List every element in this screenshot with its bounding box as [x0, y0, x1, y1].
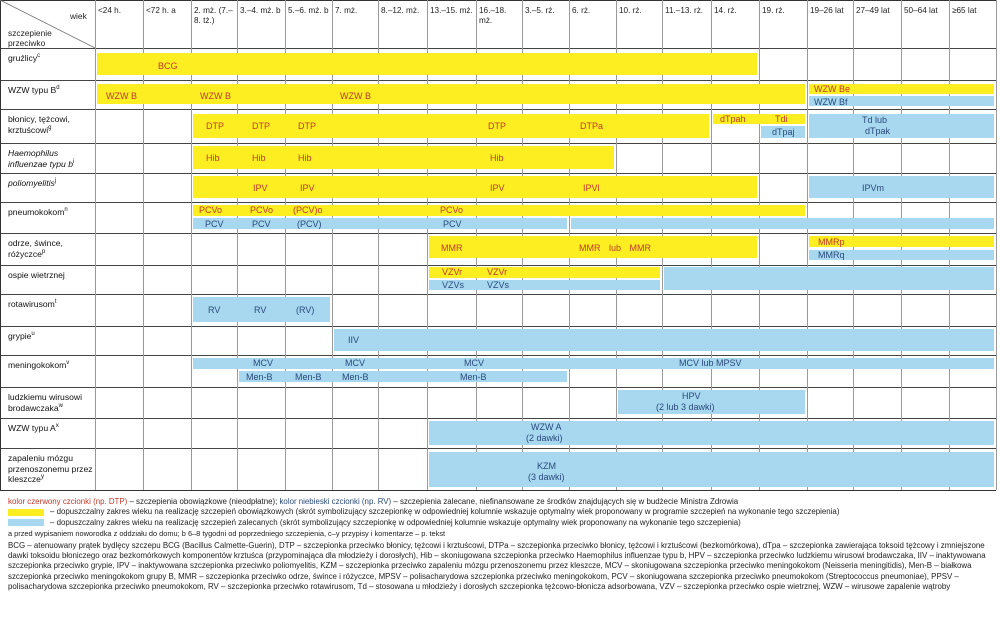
menb-bar	[239, 371, 567, 382]
row-divider	[0, 265, 996, 266]
dtp-label-1: DTP	[206, 121, 224, 131]
column-header: 8.–12. mż.	[381, 6, 420, 15]
legend-blue	[8, 518, 993, 528]
dtpa-h-label: dTpah	[720, 114, 746, 124]
dtpa-j-label: dTpaj	[772, 127, 795, 137]
bcg-label: BCG	[158, 61, 178, 71]
row-divider	[0, 326, 996, 327]
column-header: 19. rż.	[762, 6, 785, 15]
column-header: 14. rż.	[714, 6, 737, 15]
column-header: 13.–15. mż.	[430, 6, 473, 15]
header-diagonal	[0, 0, 95, 48]
vzv-s-label-1: VZVs	[442, 280, 465, 290]
wzwb-label-3: WZW B	[340, 91, 371, 101]
row-divider	[0, 490, 996, 491]
dtp-label-3: DTP	[298, 121, 316, 131]
menb-label-4: Men-B	[460, 372, 487, 382]
column-header: 2. mż. (7.–8. tż.)	[194, 6, 233, 25]
legend-blue-text: – szczepienia zalecane, niefinansowane ze środków znajdujących się w budżecie Ministra Zdrowia	[391, 497, 739, 506]
rv-label-2: RV	[254, 305, 267, 315]
ipv-label-3: IPV	[490, 183, 505, 193]
rv-paren-label: (RV)	[296, 305, 315, 315]
column-header: 11.–13. rż.	[665, 6, 704, 15]
ipv-label-1: IPV	[253, 183, 268, 193]
legend-blue-label: kolor niebieski czcionki (np. RV)	[279, 497, 392, 506]
header-age-label: wiek	[70, 11, 87, 21]
ipv-bar	[193, 176, 757, 198]
pcv-label-3: PCV	[443, 219, 462, 229]
row-label: meningokokom$^v$	[8, 360, 70, 370]
header-vaccine-label: szczepienie przeciwko	[8, 28, 52, 48]
row-label: grypie$^u$	[8, 331, 35, 341]
row-label: błonicy, tężcowi, krztuścowi$^g$	[8, 114, 70, 135]
row-label: rotawirusom$^t$	[8, 299, 57, 309]
row-divider	[0, 418, 996, 419]
column-header: 3.–4. mż. b	[240, 6, 281, 15]
row-divider	[0, 0, 996, 1]
row-label: odrze, śwince, różyczce$^p$	[8, 238, 63, 259]
column-header: <24 h.	[98, 6, 121, 15]
legend	[8, 497, 993, 593]
td-adult-bar	[809, 114, 994, 138]
pcv-blue-bar-2	[571, 218, 994, 229]
mmr-label-1: MMR	[441, 243, 463, 253]
wzwb-label-2: WZW B	[200, 91, 231, 101]
hib-label-1: Hib	[206, 153, 220, 163]
row-divider	[0, 202, 996, 203]
wzwa-label: WZW A	[531, 422, 562, 432]
pcv-paren-o-label: (PCV)o	[293, 205, 323, 215]
mcv-mpsv-label: MCV lub MPSV	[679, 358, 742, 368]
hib-label-2: Hib	[252, 153, 266, 163]
pcv-o-label-1: PCVo	[199, 205, 223, 215]
row-label: pneumokokom$^n$	[8, 207, 68, 217]
column-header: 19–26 lat	[810, 6, 844, 15]
row-label: WZW typu $A^x$	[8, 423, 59, 433]
menb-label-1: Men-B	[246, 372, 273, 382]
pcv-label-2: PCV	[252, 219, 271, 229]
vzv-adult-bar	[664, 267, 994, 290]
row-divider	[0, 294, 996, 295]
legend-red-label: kolor czerwony czcionki (np. DTP)	[8, 497, 128, 506]
column-header: 5.–6. mż. b	[288, 6, 329, 15]
row-label: zapaleniu mózgu przenoszonemu przez kleszcze$^y$	[8, 453, 93, 484]
dtpa-label: DTPa	[580, 121, 604, 131]
pcv-label-1: PCV	[205, 219, 224, 229]
wzwb-f-label: WZW Bf	[814, 97, 848, 107]
row-label: ludzkiemu wirusowi brodawczaka$^w$	[8, 392, 83, 413]
wzwb-e-label: WZW Be	[814, 84, 850, 94]
td-i-label: Tdi	[775, 114, 788, 124]
wzwa-doses-label: (2 dawki)	[526, 433, 563, 443]
mmr-p-label: MMRp	[818, 237, 845, 247]
menb-label-3: Men-B	[342, 372, 369, 382]
legend-footnote: a przed wypisaniem noworodka z oddziału do domu; b 6–8 tygodni od poprzedniego szczepienia, c–y przypisy i komentarze – p. tekst	[8, 529, 446, 539]
row-divider	[0, 143, 996, 144]
row-divider	[0, 48, 996, 49]
pcv-blue-bar-1	[193, 218, 567, 229]
pcv-paren-label: (PCV)	[297, 219, 322, 229]
iiv-label: IIV	[348, 335, 360, 345]
col-divider	[807, 0, 808, 490]
legend-yellow	[8, 507, 993, 517]
mcv-label-1: MCV	[253, 358, 273, 368]
mmr-q-label: MMRq	[818, 250, 845, 260]
legend-red-text: – szczepienia obowiązkowe (nieodpłatne);	[127, 497, 280, 506]
bcg-bar	[97, 53, 757, 75]
pcv-yellow-bar	[193, 205, 805, 216]
col-divider	[95, 0, 96, 490]
dtp-label-4: DTP	[488, 121, 506, 131]
dtpa-k-label: dTpak	[865, 126, 891, 136]
column-header: 3.–5. rż.	[525, 6, 555, 15]
td-lub-label: Td lub	[862, 115, 888, 125]
col-divider	[996, 0, 997, 490]
column-header: 10. rż.	[619, 6, 642, 15]
row-label: Haemophilus influenzae typu $b^i$	[8, 148, 75, 169]
ipv-m-label: IPVm	[862, 183, 885, 193]
wzwa-bar	[429, 421, 994, 445]
vzv-r-label-2: VZVr	[487, 267, 508, 277]
row-divider	[0, 80, 996, 81]
row-divider	[0, 448, 996, 449]
pcv-o-label-2: PCVo	[250, 205, 274, 215]
mmr-lub-label: MMR lub MMR	[579, 243, 651, 253]
row-label: gruźlicy$^c$	[8, 53, 41, 63]
row-divider	[0, 387, 996, 388]
row-label: poliomyelitis$^j$	[8, 178, 57, 188]
pcv-o-label-3: PCVo	[440, 205, 464, 215]
column-header: 16.–18. mż.	[479, 6, 507, 25]
row-divider	[0, 233, 996, 234]
row-label: WZW typu $B^d$	[8, 85, 60, 95]
legend-colors	[8, 497, 993, 507]
ipv-adult-bar	[809, 176, 994, 198]
vzv-s-label-2: VZVs	[487, 280, 510, 290]
row-divider	[0, 173, 996, 174]
row-label: ospie wietrznej	[8, 270, 65, 280]
yellow-swatch	[8, 509, 44, 516]
col-divider	[0, 0, 1, 490]
kzm-doses-label: (3 dawki)	[528, 472, 565, 482]
legend-blue-swatch-text: – dopuszczalny zakres wieku na realizację szczepień zalecanych (skrót symbolizujący szczepionkę w odpowiedniej kolumnie wskazuje optymalny wiek proponowany na wykonanie tego szczepienia)	[50, 517, 741, 527]
iiv-bar	[334, 329, 994, 351]
wzwb-label-1: WZW B	[106, 91, 137, 101]
column-header: 27–49 lat	[856, 6, 890, 15]
hib-label-3: Hib	[298, 153, 312, 163]
column-header: ≥65 lat	[952, 6, 977, 15]
column-header: 6. rż.	[572, 6, 591, 15]
column-header: 7. mż.	[335, 6, 358, 15]
ipv-l-label: IPVl	[583, 183, 600, 193]
col-divider	[759, 0, 760, 490]
row-divider	[0, 109, 996, 110]
menb-label-2: Men-B	[295, 372, 322, 382]
mcv-bar	[193, 358, 994, 369]
legend-abbreviations: BCG – atenuowany prątek bydlęcy szczepu BCG (Bacillus Calmette-Guerin), DTP – szczepionka przeciwko błonicy, tężcowi i krztuścowi, DTPa – szczepionka przeciwko błonicy, tężcowi i krztuścowi (bezkomórkowa), dTpa – szczepionka zawierająca toksoid tężcowy i zmniejszone dawki toksoidu błoniczego oraz bezkomórkowych komponentów krztuśca (przypominająca dla młodzieży i dorosłych), Hib – skoniugowana szczepionka przeciwko Haemophilus influenzae typu b, HPV – szczepionka przeciwko ludzkiemu wirusowi brodawczaka, IIV – inaktywowana szczepionka przeciwko grypie, IPV – inaktywowana szczepionka przeciwko poliomyelitis, KZM – szczepionka przeciwko zapaleniu mózgu przenoszonemu przez kleszcze, MCV – skoniugowana szczepionka przeciwko meningokokom (Neisseria meningitidis), Men-B – białkowa szczepionka przeciwko meningokokom grupy B, MMR – szczepionka przeciwko odrze, śwince i różyczce, MPSV – polisacharydowa szczepionka przeciwko meningokokom, PCV – skoniugowana szczepionka przeciwko pneumokokom (Streptococcus pneumoniae), PPSV – polisacharydowa szczepionka przeciwko pneumokokom, RV – szczepionka przeciwko rotawirusom, Td – stosowana u młodzieży i dorosłych szczepionka tężcowo-błonicza adsorbowana, VZV – szczepionka przeciwko ospie wietrznej, WZW – wirusowe zapalenie wątroby	[8, 540, 986, 592]
mcv-label-2: MCV	[345, 358, 365, 368]
kzm-bar	[429, 452, 994, 487]
vzv-yellow-bar	[429, 267, 660, 278]
mcv-label-3: MCV	[464, 358, 484, 368]
vzv-r-label-1: VZVr	[442, 267, 463, 277]
rv-label-1: RV	[208, 305, 221, 315]
dtp-bar	[193, 114, 709, 138]
legend-yellow-text: – dopuszczalny zakres wieku na realizację szczepień obowiązkowych (skrót symbolizujący szczepionkę w odpowiedniej kolumnie wskazuje optymalny wiek proponowany w programie szczepień na wykonanie tego szczepienia)	[50, 507, 840, 517]
kzm-label: KZM	[537, 461, 556, 471]
ipv-label-2: IPV	[300, 183, 315, 193]
column-header: 50–64 lat	[904, 6, 938, 15]
column-header: <72 h. a	[146, 6, 176, 15]
hpv-doses-label: (2 lub 3 dawki)	[656, 402, 715, 412]
hpv-label: HPV	[682, 391, 701, 401]
dtp-label-2: DTP	[252, 121, 270, 131]
hib-label-4: Hib	[490, 153, 504, 163]
blue-swatch	[8, 519, 44, 526]
row-divider	[0, 355, 996, 356]
